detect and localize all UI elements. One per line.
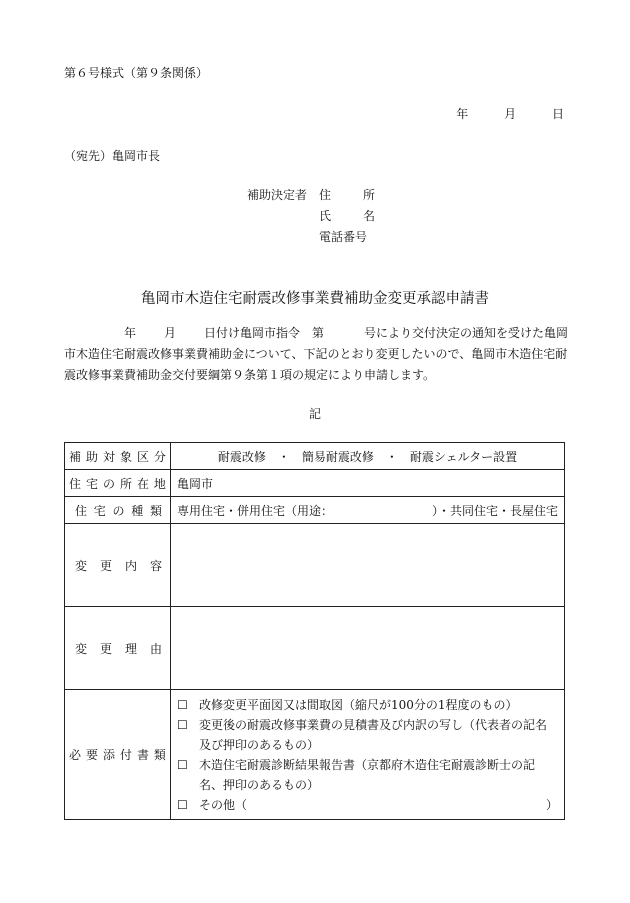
label-char: 類 bbox=[153, 748, 166, 762]
date-line bbox=[456, 105, 564, 122]
label-char: の bbox=[102, 476, 115, 491]
table-row bbox=[65, 690, 565, 820]
option-simple-retrofit[interactable]: 簡易耐震改修 bbox=[301, 449, 374, 464]
body-part2: 号により交付決定の通知を受けた亀岡市木造住宅耐震改修事業費補助金について、下記のとおり変更したいので、亀岡市木造住宅耐震改修事業費補助金交付要綱第９条第１項の規定により申請します。 bbox=[64, 326, 569, 382]
other-right: ） bbox=[545, 797, 558, 812]
body-part1: 日付け亀岡市指令 第 bbox=[204, 326, 325, 340]
other-left: その他（ bbox=[199, 797, 248, 812]
list-item bbox=[177, 715, 558, 755]
row-label-change-reason bbox=[65, 607, 171, 690]
applicant-block bbox=[247, 185, 375, 248]
addressee: （宛先）亀岡市長 bbox=[64, 149, 161, 163]
checkbox-icon[interactable]: ☐ bbox=[177, 717, 188, 732]
label-char: 象 bbox=[119, 449, 132, 464]
label-char: 区 bbox=[136, 449, 149, 464]
name-label-char: 名 bbox=[362, 209, 375, 223]
row-label-change-content bbox=[65, 524, 171, 607]
checkbox-icon[interactable]: ☐ bbox=[177, 697, 188, 712]
label-char: 種 bbox=[131, 503, 144, 518]
date-year-label: 年 bbox=[456, 107, 469, 121]
date-month-label: 月 bbox=[504, 107, 517, 121]
required-documents-list bbox=[171, 690, 565, 820]
label-char: 内 bbox=[124, 558, 137, 573]
label-char: 宅 bbox=[93, 503, 106, 518]
label-char: 変 bbox=[75, 641, 88, 656]
date-day-label: 日 bbox=[551, 107, 564, 121]
body-year: 年 bbox=[124, 326, 137, 340]
label-char: 容 bbox=[149, 558, 162, 573]
label-char: 更 bbox=[99, 641, 112, 656]
house-type-field[interactable] bbox=[171, 497, 565, 524]
checkbox-icon[interactable]: ☐ bbox=[177, 797, 188, 812]
name-label bbox=[319, 206, 375, 227]
ki-marker: 記 bbox=[308, 407, 321, 421]
house-type-right: ）・共同住宅・長屋住宅 bbox=[431, 503, 558, 518]
label-char: 要 bbox=[85, 748, 98, 762]
form-number: 第６号様式（第９条関係） bbox=[64, 66, 209, 80]
label-char: 住 bbox=[69, 476, 82, 491]
label-char: 必 bbox=[69, 748, 82, 762]
document-item-label: 木造住宅耐震診断結果報告書（京都府木造住宅耐震診断士の記名、押印のあるもの） bbox=[199, 757, 536, 792]
phone-label: 電話番号 bbox=[319, 230, 368, 244]
document-title: 亀岡市木造住宅耐震改修事業費補助金変更承認申請書 bbox=[141, 291, 489, 307]
label-char: 住 bbox=[75, 503, 88, 518]
option-separator: ・ bbox=[385, 449, 398, 464]
label-char: 宅 bbox=[85, 476, 98, 491]
option-shelter-installation[interactable]: 耐震シェルター設置 bbox=[409, 449, 518, 464]
other-document-field[interactable] bbox=[199, 795, 558, 815]
label-char: 理 bbox=[124, 641, 137, 656]
label-char: 対 bbox=[102, 449, 115, 464]
row-label-required-documents bbox=[65, 690, 171, 820]
address-label-char: 住 bbox=[319, 188, 332, 202]
list-item bbox=[177, 755, 558, 795]
label-char: 補 bbox=[69, 449, 82, 464]
label-char: の bbox=[112, 503, 125, 518]
row-label-house-type bbox=[65, 497, 171, 524]
label-char: 分 bbox=[153, 449, 166, 464]
list-item bbox=[177, 795, 558, 815]
change-reason-field[interactable] bbox=[171, 607, 565, 690]
label-char: 所 bbox=[119, 476, 132, 491]
label-char: 変 bbox=[75, 558, 88, 573]
label-char: 更 bbox=[99, 558, 112, 573]
label-char: 由 bbox=[149, 641, 162, 656]
row-label-house-location bbox=[65, 470, 171, 497]
table-row bbox=[65, 497, 565, 524]
house-location-field[interactable]: 亀岡市 bbox=[171, 470, 565, 497]
label-char: 付 bbox=[119, 748, 132, 762]
option-seismic-retrofit[interactable]: 耐震改修 bbox=[217, 449, 266, 464]
document-item-label: 改修変更平面図又は間取図（縮尺が100分の1程度のもの） bbox=[199, 697, 518, 712]
table-row bbox=[65, 607, 565, 690]
label-char: 助 bbox=[85, 449, 98, 464]
house-type-left: 専用住宅・併用住宅（用途： bbox=[177, 503, 334, 518]
table-row bbox=[65, 443, 565, 470]
label-char: 類 bbox=[149, 503, 162, 518]
label-char: 添 bbox=[102, 748, 115, 762]
list-item bbox=[177, 695, 558, 715]
checkbox-icon[interactable]: ☐ bbox=[177, 757, 188, 772]
application-table bbox=[64, 442, 565, 820]
body-paragraph bbox=[64, 323, 570, 386]
option-separator: ・ bbox=[277, 449, 290, 464]
applicant-role: 補助決定者 bbox=[247, 188, 308, 202]
table-row bbox=[65, 524, 565, 607]
table-row bbox=[65, 470, 565, 497]
body-month: 月 bbox=[164, 326, 177, 340]
label-char: 地 bbox=[153, 476, 166, 491]
address-label bbox=[319, 185, 375, 206]
document-item-label: 変更後の耐震改修事業費の見積書及び内訳の写し（代表者の記名及び押印のあるもの） bbox=[199, 717, 548, 752]
address-label-char: 所 bbox=[362, 188, 375, 202]
change-content-field[interactable] bbox=[171, 524, 565, 607]
row-label-subsidy-category bbox=[65, 443, 171, 470]
label-char: 在 bbox=[136, 476, 149, 491]
label-char: 書 bbox=[136, 748, 149, 762]
subsidy-category-options bbox=[171, 443, 565, 470]
name-label-char: 氏 bbox=[319, 209, 332, 223]
